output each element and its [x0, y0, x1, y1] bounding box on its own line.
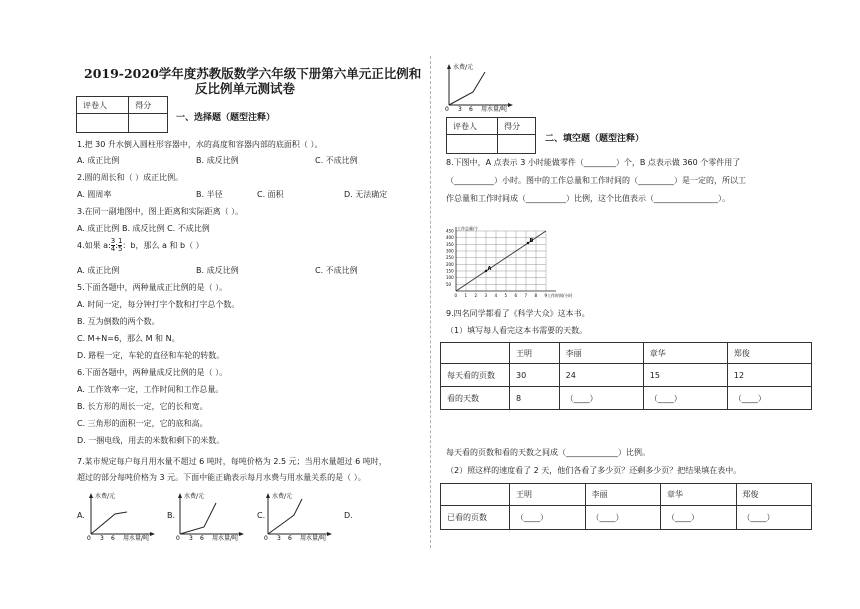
- q9-row2-cell-0: 8: [510, 387, 560, 410]
- q6-option-c[interactable]: C. 三角形的面积一定，它的底和高。: [77, 419, 208, 428]
- q9-sub2: （2）照这样的速度看了 2 天，他们各看了多少页？还剩多少页？把结果填在表中。: [446, 466, 742, 475]
- q6-option-a[interactable]: A. 工作效率一定，工作时间和工作总量。: [77, 385, 224, 394]
- q2-option-b[interactable]: B. 半径: [196, 190, 223, 199]
- y-tick-label: 150: [446, 268, 454, 274]
- q6-option-d[interactable]: D. 一捆电线，用去的米数和剩下的米数。: [77, 436, 225, 445]
- q4-stem: [77, 238, 204, 253]
- reviewer-label-right: 评卷人: [447, 118, 498, 135]
- q9-row3-cell-3[interactable]: （____）: [736, 506, 812, 530]
- q9-row1-cell-2: 15: [643, 364, 727, 387]
- q4-option-a[interactable]: A. 成正比例: [77, 266, 120, 275]
- q9-row1-cell-0: 30: [510, 364, 560, 387]
- x-tick-label: 8: [534, 293, 538, 298]
- q9-t2-name-3: 郑俊: [736, 484, 812, 506]
- graph-d-y-arrow: [447, 64, 451, 69]
- q7-graph-b: [176, 489, 248, 541]
- graph-c-y-arrow: [266, 493, 270, 498]
- q9-sub1: （1）填写每人看完这本书需要的天数。: [446, 326, 588, 335]
- point-label-A: A: [487, 266, 492, 272]
- q4-option-c[interactable]: C. 不成比例: [315, 266, 358, 275]
- q8-line-1: 8.下图中，A 点表示 3 小时能做零件（________）个，B 点表示做 360 个零件用了: [446, 158, 741, 167]
- graph-b-xlabel: 用水量/吨: [212, 535, 239, 541]
- q9-relation: 每天看的页数和看的天数之间成（_____________）比例。: [446, 448, 650, 457]
- q9-t2-name-0: 王明: [510, 484, 586, 506]
- y-tick-label: 350: [446, 241, 454, 247]
- q9-t2-corner: [441, 484, 510, 506]
- graph-a-y-arrow: [89, 493, 93, 498]
- q9-t2-name-1: 李丽: [585, 484, 661, 506]
- x-tick-label: 1: [464, 293, 468, 298]
- y-tick-label: 250: [446, 255, 454, 261]
- q1-option-c[interactable]: C. 不成比例: [315, 156, 358, 165]
- graph-c-tick-3: 3: [277, 535, 281, 541]
- q7-graph-d: [445, 60, 517, 112]
- graph-b-y-arrow: [178, 493, 182, 498]
- q4-fraction-1-den: 4: [110, 245, 116, 253]
- q9-t1-corner: [441, 343, 510, 364]
- y-tick-label: 100: [446, 275, 454, 281]
- q7-stem-line-1: 7.某市规定每户每月用水量不超过 6 吨时，每吨价格为 2.5 元；当用水量超过 6 吨时，: [77, 457, 387, 466]
- q9-t1-name-3: 郑俊: [727, 343, 811, 364]
- q4-fraction-2-den: 5: [117, 245, 123, 253]
- q7-stem-line-2: 超过的部分每吨价格为 3 元。下面中能正确表示每月水费与用水量关系的是（ ）。: [77, 473, 366, 482]
- q6-stem: 6.下面各题中，两种量成反比例的是（ ）。: [77, 368, 228, 377]
- score-label-right: 得分: [498, 118, 536, 135]
- q9-table-1: [440, 342, 812, 410]
- q7-graph-a: [87, 489, 159, 541]
- q4-option-b[interactable]: B. 成反比例: [196, 266, 239, 275]
- q3-options[interactable]: A. 成正比例 B. 成反比例 C. 不成比例: [77, 224, 210, 233]
- q4-fraction-1-num: 3: [110, 237, 116, 245]
- graph-d-tick-3: 3: [458, 106, 462, 112]
- y-tick-label: 400: [446, 235, 454, 241]
- q1-option-a[interactable]: A. 成正比例: [77, 156, 120, 165]
- graph-a-xlabel: 用水量/吨: [123, 535, 150, 541]
- q4-fraction-2-num: 1: [117, 237, 123, 245]
- column-divider: [430, 56, 431, 548]
- q5-option-c[interactable]: C. M+N=6，那么 M 和 N。: [77, 334, 180, 343]
- q9-row2-cell-1[interactable]: （____）: [559, 387, 643, 410]
- q4-colon: :: [115, 241, 118, 250]
- q9-row3-cell-2[interactable]: （____）: [661, 506, 737, 530]
- y-tick-label: 50: [446, 281, 452, 287]
- q9-row1-cell-3: 12: [727, 364, 811, 387]
- graph-b-x-arrow: [239, 532, 244, 536]
- graph-d-tick-0: 0: [445, 106, 449, 112]
- point-label-B: B: [529, 238, 534, 244]
- q5-option-a[interactable]: A. 时间一定，每分钟打字个数和打字总个数。: [77, 300, 240, 309]
- q1-stem: 1.把 30 升水倒入圆柱形容器中，水的高度和容器内部的底面积（ ）。: [77, 140, 323, 149]
- q9-t2-name-2: 章华: [661, 484, 737, 506]
- score-cell[interactable]: [129, 114, 168, 133]
- q7-option-d[interactable]: D.: [344, 511, 353, 520]
- score-cell-right[interactable]: [498, 135, 536, 154]
- graph-a-tick-0: 0: [87, 535, 91, 541]
- q3-stem: 3.在同一副地图中，图上距离和实际距离（ ）。: [77, 207, 244, 216]
- graph-a-tick-3: 3: [100, 535, 104, 541]
- x-tick-label: 5: [504, 293, 508, 298]
- q2-option-c[interactable]: C. 面积: [257, 190, 284, 199]
- q7-option-b[interactable]: B.: [167, 511, 176, 520]
- q7-option-c[interactable]: C.: [257, 511, 266, 520]
- q8-line-2: （__________）小时。图中的工作总量和工作时间的（_________）是一定的，所以工: [446, 176, 746, 185]
- graph-a-x-arrow: [150, 532, 155, 536]
- y-tick-label: 200: [446, 261, 454, 267]
- q9-row2-label: 看的天数: [441, 387, 510, 410]
- graph-b-tick-3: 3: [189, 535, 193, 541]
- q8-line-3: 作总量和工作时间成（__________）比例，这个比值表示（________________）。: [446, 194, 730, 203]
- graph-c-xlabel: 用水量/吨: [300, 535, 327, 541]
- section-choice-heading: 一、选择题（题型注释）: [176, 113, 276, 123]
- score-label: 得分: [129, 97, 168, 114]
- graph-d-tick-6: 6: [469, 106, 473, 112]
- graph-c-tick-6: 6: [288, 535, 292, 541]
- graph-c-tick-0: 0: [264, 535, 268, 541]
- q4-suffix: ：b，那么 a 和 b（ ）: [122, 241, 204, 250]
- q4-prefix: 4.如果 a:: [77, 241, 111, 250]
- q9-row1-cell-1: 24: [559, 364, 643, 387]
- q1-option-b[interactable]: B. 成反比例: [196, 156, 239, 165]
- q9-row3-cell-0[interactable]: （____）: [510, 506, 586, 530]
- graph-b-tick-6: 6: [200, 535, 204, 541]
- q9-table-2: [440, 483, 812, 530]
- x-tick-label: 6: [514, 293, 518, 298]
- graph-c-ylabel: 水费/元: [272, 493, 293, 500]
- y-tick-label: 450: [446, 228, 454, 234]
- q5-option-d[interactable]: D. 路程一定，车轮的直径和车轮的转数。: [77, 351, 225, 360]
- score-box-left: [76, 96, 168, 133]
- q9-row2-cell-3[interactable]: （____）: [727, 387, 811, 410]
- reviewer-cell[interactable]: [77, 114, 129, 133]
- title-line-1: 2019-2020学年度苏教版数学六年级下册第六单元正比例和: [84, 66, 422, 81]
- graph-a-tick-6: 6: [111, 535, 115, 541]
- graph-d-ylabel: 水费/元: [453, 64, 474, 71]
- x-axis-label: 工作时间/小时: [547, 293, 573, 298]
- title-line-2: 反比例单元测试卷: [195, 81, 296, 96]
- q9-intro: 9.四名同学都看了《科学大众》这本书。: [446, 309, 590, 318]
- graph-a-ylabel: 水费/元: [95, 493, 116, 500]
- q9-t1-name-0: 王明: [510, 343, 560, 364]
- q5-stem: 5.下面各题中，两种量成正比例的是（ ）。: [77, 283, 228, 292]
- x-tick-label: 9: [544, 293, 548, 298]
- q9-t1-name-1: 李丽: [559, 343, 643, 364]
- reviewer-cell-right[interactable]: [447, 135, 498, 154]
- q9-row1-label: 每天看的页数: [441, 364, 510, 387]
- q9-row3-cell-1[interactable]: （____）: [585, 506, 661, 530]
- graph-d-curve: [449, 72, 485, 105]
- q9-t1-name-2: 章华: [643, 343, 727, 364]
- q5-option-b[interactable]: B. 互为倒数的两个数。: [77, 317, 160, 326]
- reviewer-label: 评卷人: [77, 97, 129, 114]
- q2-option-d[interactable]: D. 无法确定: [344, 190, 388, 199]
- graph-b-tick-0: 0: [176, 535, 180, 541]
- graph-d-x-arrow: [508, 103, 513, 107]
- q9-row2-cell-2[interactable]: （____）: [643, 387, 727, 410]
- graph-d-xlabel: 用水量/吨: [481, 106, 508, 112]
- graph-c-x-arrow: [327, 532, 332, 536]
- q8-chart: [446, 225, 576, 301]
- y-tick-label: 300: [446, 248, 454, 254]
- graph-c-curve: [268, 499, 302, 534]
- graph-b-ylabel: 水费/元: [184, 493, 205, 500]
- q7-graph-c: [264, 489, 336, 541]
- y-axis-label: 工作总量/个: [457, 226, 479, 231]
- x-tick-label: 7: [524, 293, 528, 298]
- q7-option-a[interactable]: A.: [77, 511, 85, 520]
- score-box-right: [446, 117, 536, 154]
- x-tick-label: 4: [494, 293, 498, 298]
- graph-b-curve: [180, 503, 216, 534]
- q2-option-a[interactable]: A. 圆周率: [77, 190, 112, 199]
- q6-option-b[interactable]: B. 长方形的周长一定，它的长和宽。: [77, 402, 208, 411]
- graph-a-curve: [91, 512, 127, 534]
- q9-row3-label: 已看的页数: [441, 506, 510, 530]
- section-fill-heading: 二、填空题（题型注释）: [545, 134, 645, 144]
- x-tick-label: 0: [454, 293, 458, 298]
- x-tick-label: 3: [484, 293, 488, 298]
- x-tick-label: 2: [474, 293, 478, 298]
- q2-stem: 2.圆的周长和（ ）成正比例。: [77, 173, 184, 182]
